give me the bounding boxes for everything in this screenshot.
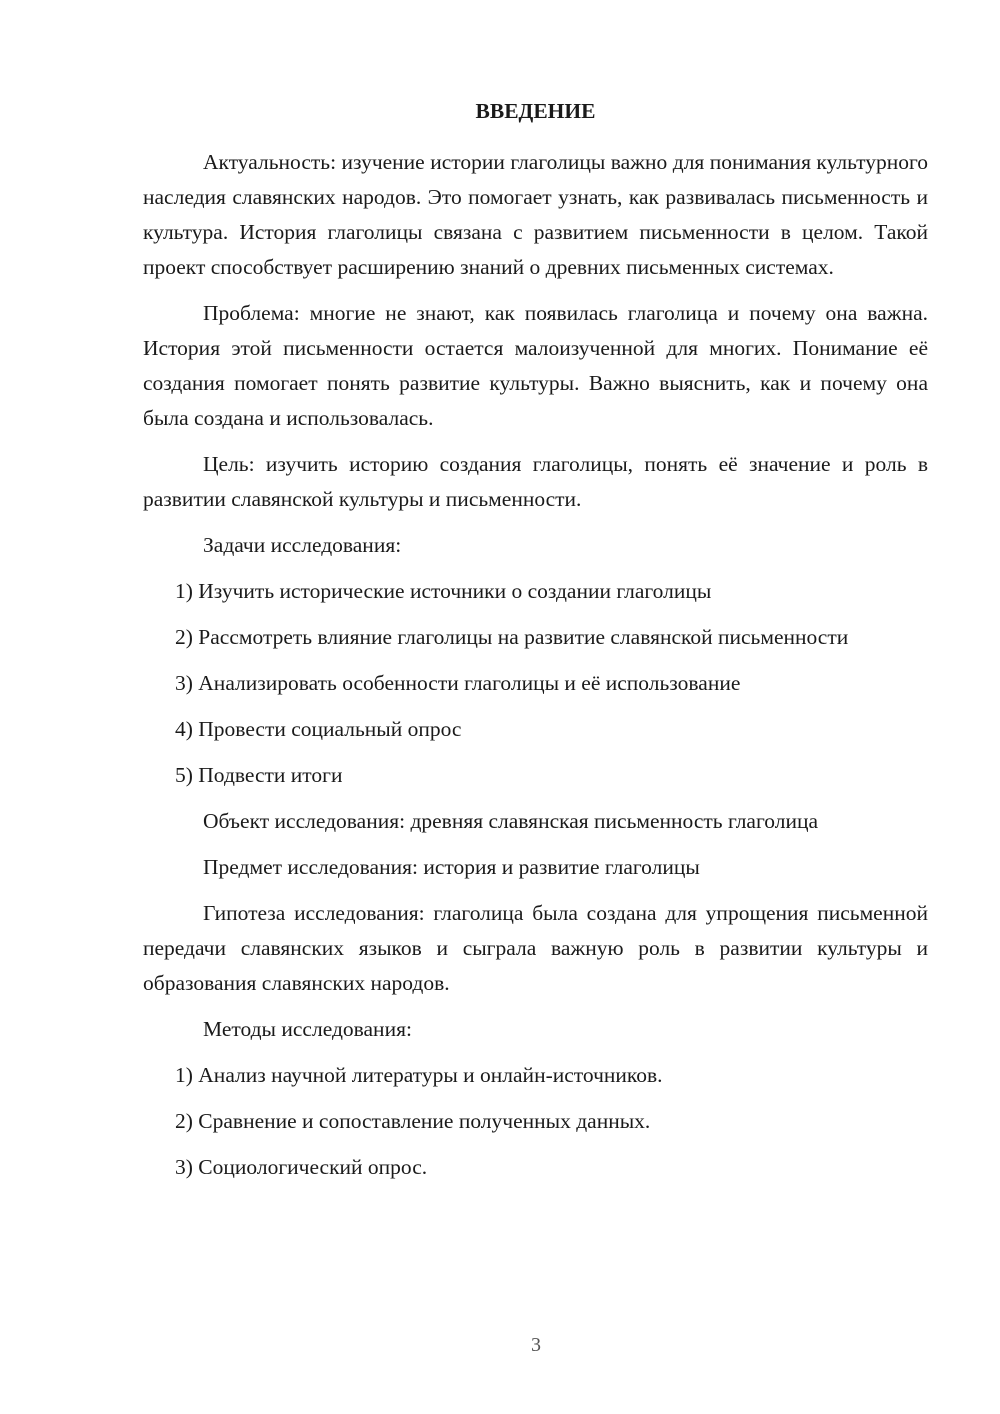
object-line: Объект исследования: древняя славянская письменность глаголица: [203, 809, 818, 833]
method-item: 1) Анализ научной литературы и онлайн-источников.: [175, 1063, 663, 1087]
problem-paragraph: Проблема: многие не знают, как появилась глаголица и почему она важна. История этой письменности остается малоизученной для многих. Понимание её создания помогает понять развитие культуры. Важно выяснить, как и почему она была создана и использовалась.: [143, 301, 928, 430]
section-heading: ВВЕДЕНИЕ: [475, 99, 596, 123]
method-item: 3) Социологический опрос.: [175, 1155, 428, 1179]
tasks-title: Задачи исследования:: [203, 533, 402, 557]
task-item: 2) Рассмотреть влияние глаголицы на развитие славянской письменности: [175, 625, 849, 649]
relevance-paragraph: Актуальность: изучение истории глаголицы важно для понимания культурного наследия славянских народов. Это помогает узнать, как развивалась письменность и культура. История глаголицы связана с развитием письменности в целом. Такой проект способствует расширению знаний о древних письменных системах.: [143, 150, 928, 279]
goal-paragraph: Цель: изучить историю создания глаголицы, понять её значение и роль в развитии славянской культуры и письменности.: [143, 452, 928, 511]
hypothesis-paragraph: Гипотеза исследования: глаголица была создана для упрощения письменной передачи славянских языков и сыграла важную роль в развитии культуры и образования славянских народов.: [143, 901, 928, 995]
task-item: 4) Провести социальный опрос: [175, 717, 462, 741]
task-item: 1) Изучить исторические источники о создании глаголицы: [175, 579, 712, 603]
methods-title: Методы исследования:: [203, 1017, 412, 1041]
page-body: [143, 145, 928, 1196]
page-number: 3: [531, 1334, 541, 1356]
task-item: 5) Подвести итоги: [175, 763, 343, 787]
subject-line: Предмет исследования: история и развитие глаголицы: [203, 855, 700, 879]
task-item: 3) Анализировать особенности глаголицы и её использование: [175, 671, 741, 695]
method-item: 2) Сравнение и сопоставление полученных данных.: [175, 1109, 651, 1133]
